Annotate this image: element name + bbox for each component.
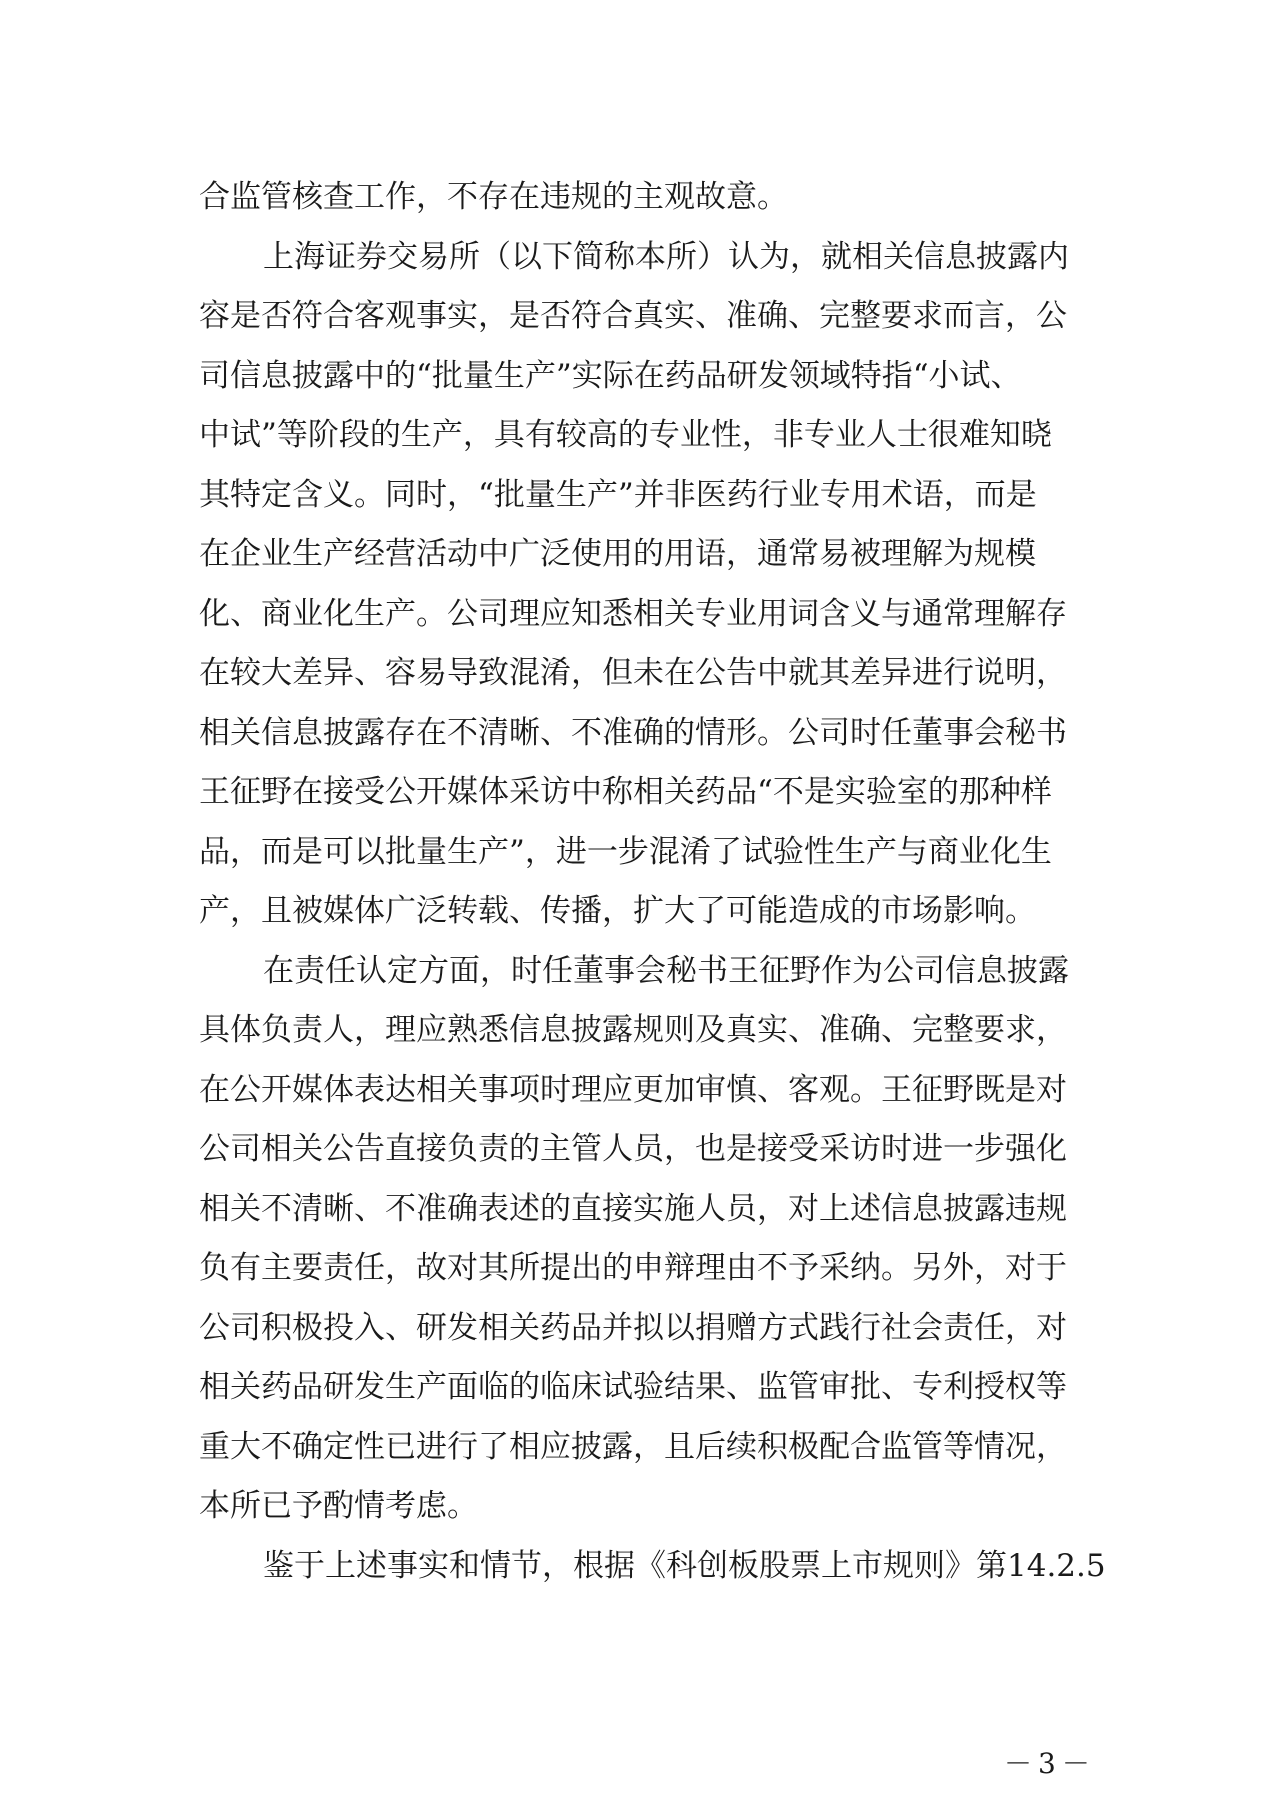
text-line: 重大不确定性已进行了相应披露，且后续积极配合监管等情况， <box>199 1428 1067 1465</box>
text-line: 具体负责人，理应熟悉信息披露规则及真实、准确、完整要求， <box>199 1012 1067 1048</box>
text-line: 司信息披露中的“批量生产”实际在药品研发领域特指“小试、 <box>199 357 1022 394</box>
text-line: 相关药品研发生产面临的临床试验结果、监管审批、专利授权等 <box>199 1369 1067 1405</box>
text-line: 上海证券交易所（以下简称本所）认为，就相关信息披露内 <box>263 238 1069 275</box>
text-line: 在企业生产经营活动中广泛使用的用语，通常易被理解为规模 <box>199 536 1036 572</box>
text-line: 鉴于上述事实和情节，根据《科创板股票上市规则》第14.2.5 <box>263 1547 1106 1584</box>
text-line: 化、商业化生产。公司理应知悉相关专业用词含义与通常理解存 <box>199 595 1067 632</box>
page-number: －3－ <box>1004 1747 1096 1780</box>
text-line: 容是否符合客观事实，是否符合真实、准确、完整要求而言，公 <box>199 298 1067 334</box>
text-line: 中试”等阶段的生产，具有较高的专业性，非专业人士很难知晓 <box>199 417 1052 453</box>
text-line: 负有主要责任，故对其所提出的申辩理由不予采纳。另外，对于 <box>199 1250 1067 1286</box>
text-line: 在较大差异、容易导致混淆，但未在公告中就其差异进行说明， <box>199 655 1067 691</box>
text-line: 品，而是可以批量生产”，进一步混淆了试验性生产与商业化生 <box>199 833 1052 870</box>
text-line: 产，且被媒体广泛转载、传播，扩大了可能造成的市场影响。 <box>199 893 1036 929</box>
text-line: 相关信息披露存在不清晰、不准确的情形。公司时任董事会秘书 <box>199 714 1067 751</box>
text-line: 相关不清晰、不准确表述的直接实施人员，对上述信息披露违规 <box>199 1190 1067 1227</box>
text-line: 公司相关公告直接负责的主管人员，也是接受采访时进一步强化 <box>199 1131 1067 1167</box>
text-line: 公司积极投入、研发相关药品并拟以捐赠方式践行社会责任，对 <box>199 1309 1067 1346</box>
text-line: 本所已予酌情考虑。 <box>199 1488 478 1524</box>
text-line: 合监管核查工作，不存在违规的主观故意。 <box>199 179 788 215</box>
text-line: 在责任认定方面，时任董事会秘书王征野作为公司信息披露 <box>263 952 1069 989</box>
text-line: 在公开媒体表达相关事项时理应更加审慎、客观。王征野既是对 <box>199 1071 1067 1108</box>
text-line: 王征野在接受公开媒体采访中称相关药品“不是实验室的那种样 <box>199 774 1052 810</box>
body-text <box>199 168 1106 1596</box>
text-line: 其特定含义。同时，“批量生产”并非医药行业专用术语，而是 <box>199 476 1037 513</box>
